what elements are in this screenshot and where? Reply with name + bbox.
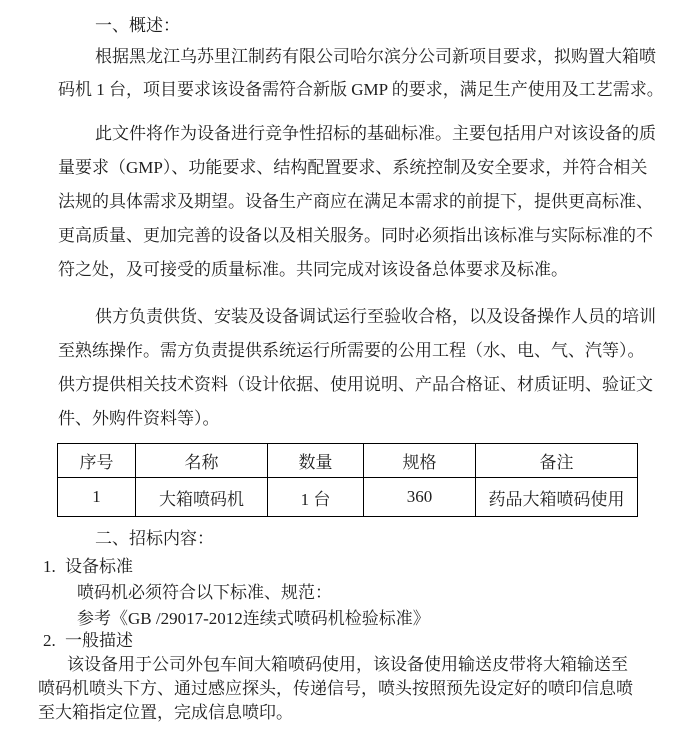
list-item-title: 设备标准 (65, 557, 133, 576)
text-line: 参考《GB /29017-2012连续式喷码机检验标准》 (77, 609, 430, 628)
table-cell: 大箱喷码机 (136, 478, 268, 517)
list-number: 1. (43, 557, 56, 576)
equipment-table-body (58, 478, 638, 517)
paragraph-supplier-responsibility (0, 300, 695, 436)
text-line: 喷码机必须符合以下标准、规范： (77, 583, 332, 602)
text-line: 根据黑龙江乌苏里江制药有限公司哈尔滨分公司新项目要求，拟购置大箱喷 (95, 47, 656, 66)
list-item-heading (0, 554, 695, 580)
paragraph-bidding-basis (0, 117, 695, 287)
table-cell: 1 (58, 478, 136, 517)
table-header-cell: 数量 (268, 444, 364, 478)
table-row (58, 478, 638, 517)
table-header-cell: 名称 (136, 444, 268, 478)
list-item-title: 一般描述 (65, 631, 133, 650)
text-line: 符之处，及可接受的质量标准。共同完成对该设备总体要求及标准。 (58, 260, 568, 279)
text-line: 件、外购件资料等）。 (58, 409, 220, 428)
table-header-cell: 备注 (476, 444, 638, 478)
table-cell: 1 台 (268, 478, 364, 517)
list-number: 2. (43, 631, 56, 650)
paragraph-project-background (0, 40, 695, 106)
table-cell: 药品大箱喷码使用 (476, 478, 638, 517)
list-item-general-description (0, 629, 695, 725)
text-line: 法规的具体需求及期望。设备生产商应在满足本需求的前提下，提供更高标准、 (58, 192, 653, 211)
text-line: 更高质量、更加完善的设备以及相关服务。同时必须指出该标准与实际标准的不 (58, 226, 653, 245)
table-header-cell: 序号 (58, 444, 136, 478)
text-line: 供方提供相关技术资料（设计依据、使用说明、产品合格证、材质证明、验证文 (58, 375, 653, 394)
text-line: 码机 1 台，项目要求该设备需符合新版 GMP 的要求，满足生产使用及工艺需求。 (58, 80, 664, 99)
text-line: 此文件将作为设备进行竞争性招标的基础标准。主要包括用户对该设备的质 (95, 124, 656, 143)
table-cell: 360 (364, 478, 476, 517)
text-line: 喷码机喷头下方、通过感应探头，传递信号，喷头按照预先设定好的喷印信息喷 (38, 679, 633, 698)
text-line: 该设备用于公司外包车间大箱喷码使用，该设备使用输送皮带将大箱输送至 (67, 655, 628, 674)
table-header-cell: 规格 (364, 444, 476, 478)
heading-overview: 一、概述： (95, 16, 180, 35)
text-line: 至大箱指定位置，完成信息喷印。 (38, 703, 293, 722)
text-line: 量要求（GMP）、功能要求、结构配置要求、系统控制及安全要求，并符合相关 (58, 158, 648, 177)
list-item-equipment-standard (0, 554, 695, 632)
list-item-heading (0, 629, 695, 653)
equipment-table (57, 443, 638, 517)
text-line: 供方负责供货、安装及设备调试运行至验收合格，以及设备操作人员的培训 (95, 307, 656, 326)
text-line: 至熟练操作。需方负责提供系统运行所需要的公用工程（水、电、气、汽等）。 (58, 341, 645, 360)
heading-bidding-content: 二、招标内容： (95, 529, 214, 548)
equipment-table-header (58, 444, 638, 478)
